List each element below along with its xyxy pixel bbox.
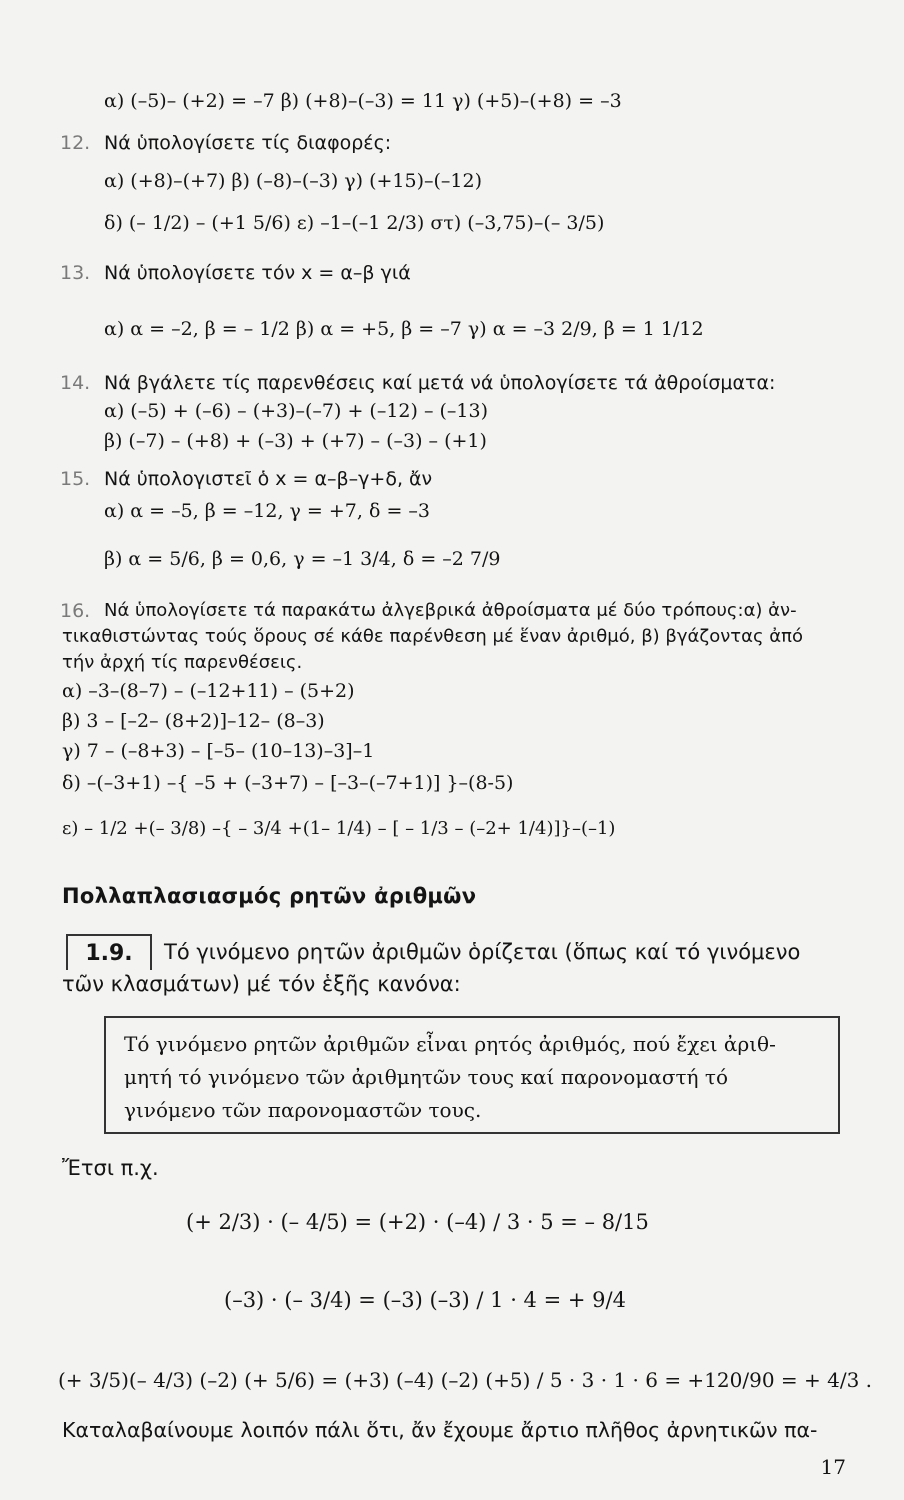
- ex15-row2: β) α = 5/6, β = 0,6, γ = –1 3/4, δ = –2 7/9: [104, 548, 501, 570]
- rule-line3: γινόμενο τῶν παρονομαστῶν τους.: [124, 1098, 482, 1122]
- example-equation-3: (+ 3/5)(– 4/3) (–2) (+ 5/6) = (+3) (–4) (–2) (+5) / 5 · 3 · 1 · 6 = +120/90 = + 4/3 .: [58, 1368, 873, 1392]
- ex14-title: Νά βγάλετε τίς παρενθέσεις καί μετά νά ὑπολογίσετε τά ἀθροίσματα:: [104, 372, 776, 394]
- ex12-number: 12.: [60, 132, 91, 154]
- definition-box: [104, 1016, 840, 1134]
- ex13-row1: α) α = –2, β = – 1/2 β) α = +5, β = –7 γ) α = –3 2/9, β = 1 1/12: [104, 318, 704, 340]
- paragraph-number: 1.9.: [66, 934, 152, 970]
- example-equation-2: (–3) · (– 3/4) = (–3) (–3) / 1 · 4 = + 9/4: [224, 1288, 626, 1312]
- intro-line2: τῶν κλασμάτων) μέ τόν ἑξῆς κανόνα:: [62, 972, 461, 996]
- ex12-row2: δ) (– 1/2) – (+1 5/6) ε) –1–(–1 2/3) στ) (–3,75)–(– 3/5): [104, 212, 605, 234]
- ex13-number: 13.: [60, 262, 91, 284]
- ex16-row2: β) 3 – [–2– (8+2)]–12– (8–3): [62, 710, 325, 732]
- ex14-row1: α) (–5) + (–6) – (+3)–(–7) + (–12) – (–13): [104, 400, 489, 422]
- page-number: 17: [820, 1455, 846, 1479]
- ex14-row2: β) (–7) – (+8) + (–3) + (+7) – (–3) – (+1): [104, 430, 487, 452]
- ex16-row4: δ) –(–3+1) –{ –5 + (–3+7) – [–3–(–7+1)] }–(8-5): [62, 772, 514, 794]
- closing-line: Καταλαβαίνουμε λοιπόν πάλι ὅτι, ἄν ἔχουμε ἄρτιο πλῆθος ἀρνητικῶν πα-: [62, 1418, 818, 1442]
- example-intro: Ἔτσι π.χ.: [62, 1156, 159, 1180]
- example-equation-1: (+ 2/3) · (– 4/5) = (+2) · (–4) / 3 · 5 = – 8/15: [186, 1210, 649, 1234]
- ex12-row1: α) (+8)–(+7) β) (–8)–(–3) γ) (+15)–(–12): [104, 170, 483, 192]
- ex16-row1: α) –3–(8–7) – (–12+11) – (5+2): [62, 680, 355, 702]
- ex16-number: 16.: [60, 600, 91, 622]
- ex16-title-line1: Νά ὑπολογίσετε τά παρακάτω ἀλγεβρικά ἀθροίσματα μέ δύο τρόπους:α) ἀν-: [104, 600, 797, 621]
- rule-line2: μητή τό γινόμενο τῶν ἀριθμητῶν τους καί παρονομαστή τό: [124, 1065, 729, 1089]
- ex11-line: α) (–5)– (+2) = –7 β) (+8)–(–3) = 11 γ) (+5)–(+8) = –3: [104, 90, 622, 112]
- ex13-title: Νά ὑπολογίσετε τόν x = α–β γιά: [104, 262, 411, 284]
- intro-line1: Τό γινόμενο ρητῶν ἀριθμῶν ὁρίζεται (ὅπως καί τό γινόμενο: [164, 940, 801, 964]
- rule-line1: Τό γινόμενο ρητῶν ἀριθμῶν εἶναι ρητός ἀριθμός, πού ἔχει ἀριθ-: [124, 1032, 776, 1056]
- ex16-row3: γ) 7 – (–8+3) – [–5– (10–13)–3]–1: [62, 740, 375, 762]
- ex16-row5: ε) – 1/2 +(– 3/8) –{ – 3/4 +(1– 1/4) – [ – 1/3 – (–2+ 1/4)]}–(–1): [62, 818, 616, 839]
- ex16-title-line3: τήν ἀρχή τίς παρενθέσεις.: [62, 652, 303, 673]
- ex15-title: Νά ὑπολογιστεῖ ὁ x = α–β–γ+δ, ἄν: [104, 468, 433, 490]
- ex12-title: Νά ὑπολογίσετε τίς διαφορές:: [104, 132, 392, 154]
- ex16-title-line2: τικαθιστώντας τούς ὅρους σέ κάθε παρένθεση μέ ἕναν ἀριθμό, β) βγάζοντας ἀπό: [62, 626, 803, 647]
- ex15-number: 15.: [60, 468, 91, 490]
- ex14-number: 14.: [60, 372, 91, 394]
- section-heading: Πολλαπλασιασμός ρητῶν ἀριθμῶν: [62, 884, 477, 908]
- ex15-row1: α) α = –5, β = –12, γ = +7, δ = –3: [104, 500, 430, 522]
